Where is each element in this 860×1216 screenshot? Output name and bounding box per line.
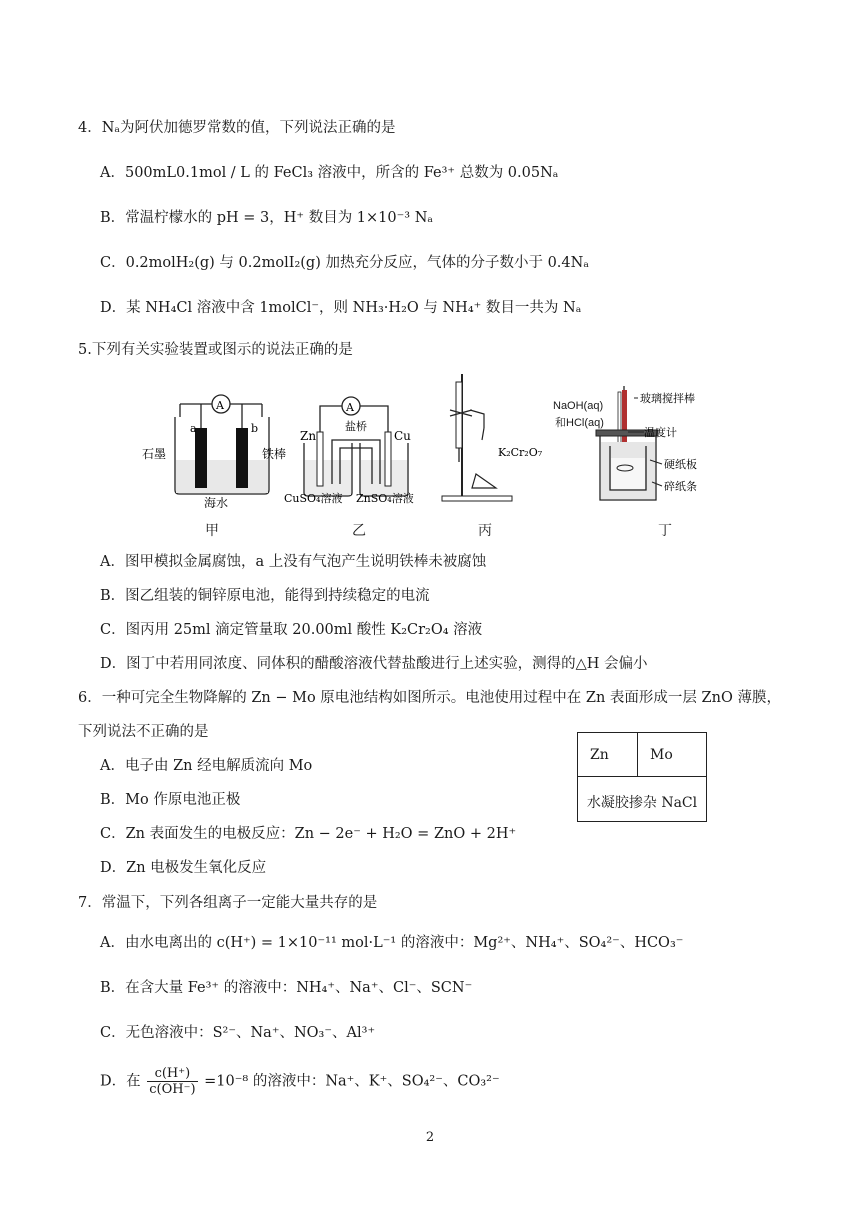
q7-d-prefix: D．在 xyxy=(100,1073,141,1090)
jia-iron-label: 铁棒 xyxy=(262,447,287,461)
yi-zn-label: Zn xyxy=(300,429,317,443)
caption-bing: 丙 xyxy=(478,523,492,539)
q6-option-b: B．Mo 作原电池正极 xyxy=(100,792,241,808)
q5-option-a: A．图甲模拟金属腐蚀，a 上没有气泡产生说明铁棒未被腐蚀 xyxy=(100,554,487,570)
figure-ding-calorimeter xyxy=(578,382,768,510)
figure-bing-burette xyxy=(432,370,562,510)
yi-salt-bridge-label: 盐桥 xyxy=(345,420,367,433)
q6-option-c: C．Zn 表面发生的电极反应：Zn − 2e⁻ + H₂O = ZnO + 2H⁺ xyxy=(100,826,517,842)
jia-seawater-label: 海水 xyxy=(204,496,229,510)
q4-option-d: D．某 NH₄Cl 溶液中含 1molCl⁻，则 NH₃·H₂O 与 NH₄⁺ 数目一共为 Nₐ xyxy=(100,300,582,316)
q7-d-denominator: c(OH⁻) xyxy=(149,1082,196,1097)
jia-graphite-label: 石墨 xyxy=(142,447,167,461)
ding-paper-strips-label: 碎纸条 xyxy=(664,480,697,493)
q7-d-numerator: c(H⁺) xyxy=(147,1066,197,1082)
q4-option-c: C．0.2molH₂(g) 与 0.2molI₂(g) 加热充分反应，气体的分子数小于 0.4Nₐ xyxy=(100,255,589,271)
jia-a-label: a xyxy=(190,422,197,435)
q7-d-suffix: =10⁻⁸ 的溶液中：Na⁺、K⁺、SO₄²⁻、CO₃²⁻ xyxy=(204,1073,500,1090)
yi-cu-label: Cu xyxy=(394,429,411,443)
yi-znso4-label: ZnSO₄溶液 xyxy=(356,492,414,505)
page-number: 2 xyxy=(425,1130,435,1145)
q7-d-fraction xyxy=(147,1066,197,1097)
q6-option-a: A．电子由 Zn 经电解质流向 Mo xyxy=(100,758,313,774)
ding-naoh-label: NaOH(aq) xyxy=(553,400,604,412)
q5-option-b: B．图乙组装的铜锌原电池，能得到持续稳定的电流 xyxy=(100,588,430,604)
yi-ammeter-label: A xyxy=(346,401,354,414)
q7-option-d xyxy=(100,1066,500,1097)
ding-hcl-label: 和HCl(aq) xyxy=(555,417,604,429)
q5-stem: 5.下列有关实验装置或图示的说法正确的是 xyxy=(78,342,353,358)
ding-stirrer-label: 玻璃搅拌棒 xyxy=(640,392,695,405)
zn-electrode-cell: Zn xyxy=(578,733,638,777)
caption-ding: 丁 xyxy=(658,523,672,539)
q4-option-a: A．500mL0.1mol / L 的 FeCl₃ 溶液中，所含的 Fe³⁺ 总数为 0.05Nₐ xyxy=(100,165,559,181)
figure-jia-electrolysis-cell xyxy=(140,372,290,512)
figure-yi-galvanic-cell xyxy=(284,388,434,516)
q4-stem: 4．Nₐ为阿伏加德罗常数的值，下列说法正确的是 xyxy=(78,120,396,136)
jia-b-label: b xyxy=(251,422,259,435)
q4-option-b: B．常温柠檬水的 pH = 3，H⁺ 数目为 1×10⁻³ Nₐ xyxy=(100,210,433,226)
mo-electrode-cell: Mo xyxy=(638,733,706,777)
q6-stem-line2: 下列说法不正确的是 xyxy=(78,724,209,740)
zn-mo-battery-diagram xyxy=(577,732,707,822)
yi-cuso4-label: CuSO₄溶液 xyxy=(284,492,343,505)
q7-option-c: C．无色溶液中：S²⁻、Na⁺、NO₃⁻、Al³⁺ xyxy=(100,1025,376,1041)
q7-option-a: A．由水电离出的 c(H⁺) = 1×10⁻¹¹ mol·L⁻¹ 的溶液中：Mg²⁺、NH₄⁺、SO₄²⁻、HCO₃⁻ xyxy=(100,935,684,951)
bing-reagent-label: K₂Cr₂O₇ xyxy=(498,446,543,459)
electrolyte-cell: 水凝胶掺杂 NaCl xyxy=(586,795,698,811)
ding-cardboard-label: 硬纸板 xyxy=(664,458,697,471)
ding-thermometer-label: 温度计 xyxy=(644,426,677,439)
q7-stem: 7．常温下，下列各组离子一定能大量共存的是 xyxy=(78,895,378,911)
q5-option-c: C．图丙用 25ml 滴定管量取 20.00ml 酸性 K₂Cr₂O₄ 溶液 xyxy=(100,622,483,638)
caption-yi: 乙 xyxy=(352,523,366,539)
q6-stem-line1: 6．一种可完全生物降解的 Zn − Mo 原电池结构如图所示。电池使用过程中在 Zn 表面形成一层 ZnO 薄膜， xyxy=(78,690,781,706)
q6-option-d: D．Zn 电极发生氧化反应 xyxy=(100,860,267,876)
caption-jia: 甲 xyxy=(205,523,219,539)
q5-option-d: D．图丁中若用同浓度、同体积的醋酸溶液代替盐酸进行上述实验，测得的△H 会偏小 xyxy=(100,656,648,672)
q7-option-b: B．在含大量 Fe³⁺ 的溶液中：NH₄⁺、Na⁺、Cl⁻、SCN⁻ xyxy=(100,980,473,996)
jia-ammeter-label: A xyxy=(216,399,224,412)
